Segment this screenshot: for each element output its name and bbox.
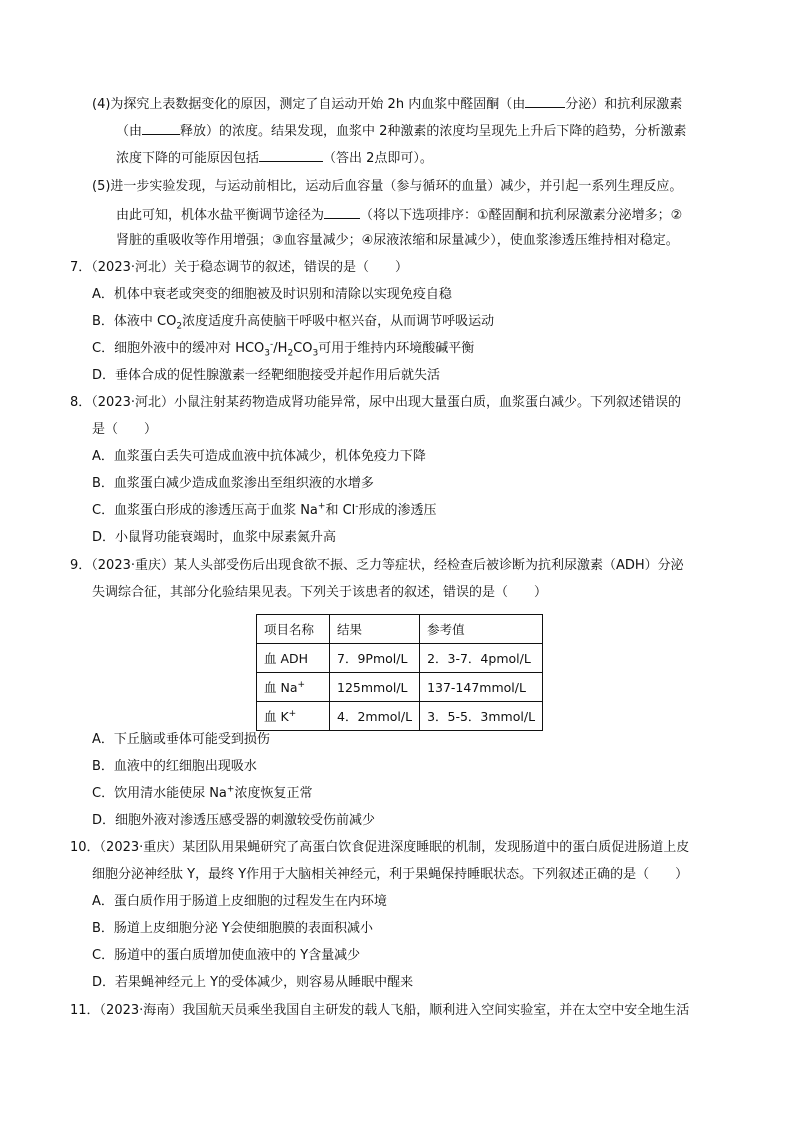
q7-option-d[interactable] (92, 366, 440, 388)
table-header-row (257, 615, 543, 644)
q6-part5-line2 (116, 204, 682, 226)
table-cell (257, 673, 330, 702)
table-header-cell: 参考值 (420, 615, 543, 644)
text: 失调综合征，其部分化验结果见表。下列关于该患者的叙述，错误的是（ ） (92, 585, 548, 600)
superscript: + (317, 501, 326, 512)
text: 可用于维持内环境酸碱平衡 (318, 341, 475, 356)
text: 11．（2023·海南）我国航天员乘坐我国自主研发的载人飞船，顺利进入空间实验室，并在太空中安全地生活 (70, 1003, 690, 1018)
answer-blank[interactable] (142, 120, 180, 135)
text: 浓度恢复正常 (234, 786, 313, 801)
text: D．小鼠肾功能衰竭时，血浆中尿素氮升高 (92, 530, 337, 545)
text: B．体液中 CO (92, 314, 177, 329)
text: 浓度适度升高使脑干呼吸中枢兴奋，从而调节呼吸运动 (182, 314, 495, 329)
q9-option-d[interactable] (92, 811, 375, 833)
text: （由 (116, 124, 143, 139)
text: C．血浆蛋白形成的渗透压高于血浆 Na (92, 503, 318, 518)
text: 浓度下降的可能原因包括 (116, 151, 260, 166)
q10-option-c[interactable] (92, 946, 360, 968)
superscript: + (226, 784, 235, 795)
q6-part4-line3 (116, 147, 433, 169)
q6-part5-line1 (92, 177, 682, 199)
text: D．若果蝇神经元上 Y的受体减少，则容易从睡眠中醒来 (92, 975, 414, 990)
text: （答出 2点即可）。 (323, 151, 433, 166)
table-header-cell: 项目名称 (257, 615, 330, 644)
text: A．下丘脑或垂体可能受到损伤 (92, 732, 270, 747)
text: 血 Na (264, 680, 298, 695)
q9-stem-line1 (70, 556, 684, 578)
q10-option-b[interactable] (92, 919, 373, 941)
q8-stem-line1 (70, 393, 681, 415)
q7-stem (70, 258, 408, 280)
text: D．垂体合成的促性腺激素一经靶细胞接受并起作用后就失活 (92, 368, 441, 383)
table-cell: 血 ADH (257, 644, 330, 673)
table-cell: 7．9Pmol/L (330, 644, 420, 673)
q10-option-a[interactable] (92, 892, 387, 914)
superscript: + (288, 708, 297, 719)
text: 释放）的浓度。结果发现，血浆中 2种激素的浓度均呈现先上升后下降的趋势，分析激素 (180, 124, 687, 139)
text: 是（ ） (92, 422, 158, 437)
q10-stem-line1 (70, 838, 689, 860)
superscript: + (297, 679, 306, 690)
subscript: 2 (176, 321, 183, 332)
text: B．血液中的红细胞出现吸水 (92, 759, 257, 774)
text: 形成的渗透压 (358, 503, 437, 518)
table-cell: 125mmol/L (330, 673, 420, 702)
q8-option-b[interactable] (92, 474, 374, 496)
text: 肾脏的重吸收等作用增强；③血容量减少；④尿液浓缩和尿量减少），使血浆渗透压维持相对稳定。 (116, 233, 679, 248)
q6-part4-line1 (92, 93, 682, 115)
text: 8．（2023·河北）小鼠注射某药物造成肾功能异常，尿中出现大量蛋白质，血浆蛋白减少。下列叙述错误的 (70, 395, 681, 410)
q8-option-c[interactable] (92, 501, 437, 523)
superscript: - (270, 339, 274, 350)
q9-option-a[interactable] (92, 730, 270, 752)
text: D．细胞外液对渗透压感受器的刺激较受伤前减少 (92, 813, 376, 828)
text: C．肠道中的蛋白质增加使血液中的 Y含量减少 (92, 948, 361, 963)
text: 10．（2023·重庆）某团队用果蝇研究了高蛋白饮食促进深度睡眠的机制，发现肠道中的蛋白质促进肠道上皮 (70, 840, 690, 855)
table-cell: 2．3-7．4pmol/L (420, 644, 543, 673)
table-row (257, 702, 543, 731)
q7-option-a[interactable] (92, 285, 452, 307)
text: 9．（2023·重庆）某人头部受伤后出现食欲不振、乏力等症状，经检查后被诊断为抗利尿激素（ADH）分泌 (70, 558, 684, 573)
text: 和 Cl (325, 503, 356, 518)
table-row (257, 673, 543, 702)
q6-part5-line3 (116, 231, 679, 253)
subscript: 2 (287, 348, 294, 359)
subscript: 3 (264, 348, 271, 359)
q8-option-a[interactable] (92, 447, 426, 469)
q8-option-d[interactable] (92, 528, 336, 550)
text: A．蛋白质作用于肠道上皮细胞的过程发生在内环境 (92, 894, 387, 909)
text: (4)为探究上表数据变化的原因，测定了自运动开始 2h 内血浆中醛固酮（由 (92, 97, 526, 112)
q10-option-d[interactable] (92, 973, 413, 995)
table-cell: 3．5-5．3mmol/L (420, 702, 543, 731)
text: 血 K (264, 709, 289, 724)
q11-stem-line1 (70, 1001, 689, 1023)
table-cell: 4．2mmol/L (330, 702, 420, 731)
table-cell: 137-147mmol/L (420, 673, 543, 702)
answer-blank[interactable] (525, 93, 565, 108)
text: CO (293, 341, 313, 356)
text: C．饮用清水能使尿 Na (92, 786, 227, 801)
text: A．机体中衰老或突变的细胞被及时识别和清除以实现免疫自稳 (92, 287, 452, 302)
table-row (257, 644, 543, 673)
q6-part4-line2 (116, 120, 686, 142)
text: C．细胞外液中的缓冲对 HCO (92, 341, 265, 356)
subscript: 3 (312, 348, 319, 359)
answer-blank[interactable] (324, 204, 360, 219)
text: B．血浆蛋白减少造成血浆渗出至组织液的水增多 (92, 476, 374, 491)
q9-stem-line2 (92, 583, 547, 605)
text: A．血浆蛋白丢失可造成血液中抗体减少，机体免疫力下降 (92, 449, 426, 464)
q10-stem-line2 (92, 865, 688, 887)
text: B．肠道上皮细胞分泌 Y会使细胞膜的表面积减小 (92, 921, 373, 936)
text: 分泌）和抗利尿激素 (565, 97, 683, 112)
q9-option-c[interactable] (92, 784, 312, 806)
lab-results-table (256, 614, 543, 731)
text: （将以下选项排序：①醛固酮和抗利尿激素分泌增多；② (360, 208, 683, 223)
table-cell (257, 702, 330, 731)
text: /H (273, 341, 288, 356)
table-header-cell: 结果 (330, 615, 420, 644)
superscript: - (355, 501, 359, 512)
text: 由此可知，机体水盐平衡调节途径为 (116, 208, 325, 223)
text: 7．（2023·河北）关于稳态调节的叙述，错误的是（ ） (70, 260, 408, 275)
q7-option-b[interactable] (92, 312, 494, 334)
text: 细胞分泌神经肽 Y，最终 Y作用于大脑相关神经元，利于果蝇保持睡眠状态。下列叙述正确的是（ ） (92, 867, 689, 882)
q8-stem-line2 (92, 420, 157, 442)
q9-option-b[interactable] (92, 757, 257, 779)
text: (5)进一步实验发现，与运动前相比，运动后血容量（参与循环的血量）减少，并引起一系列生理反应。 (92, 179, 683, 194)
q7-option-c[interactable] (92, 339, 474, 361)
answer-blank[interactable] (259, 147, 323, 162)
